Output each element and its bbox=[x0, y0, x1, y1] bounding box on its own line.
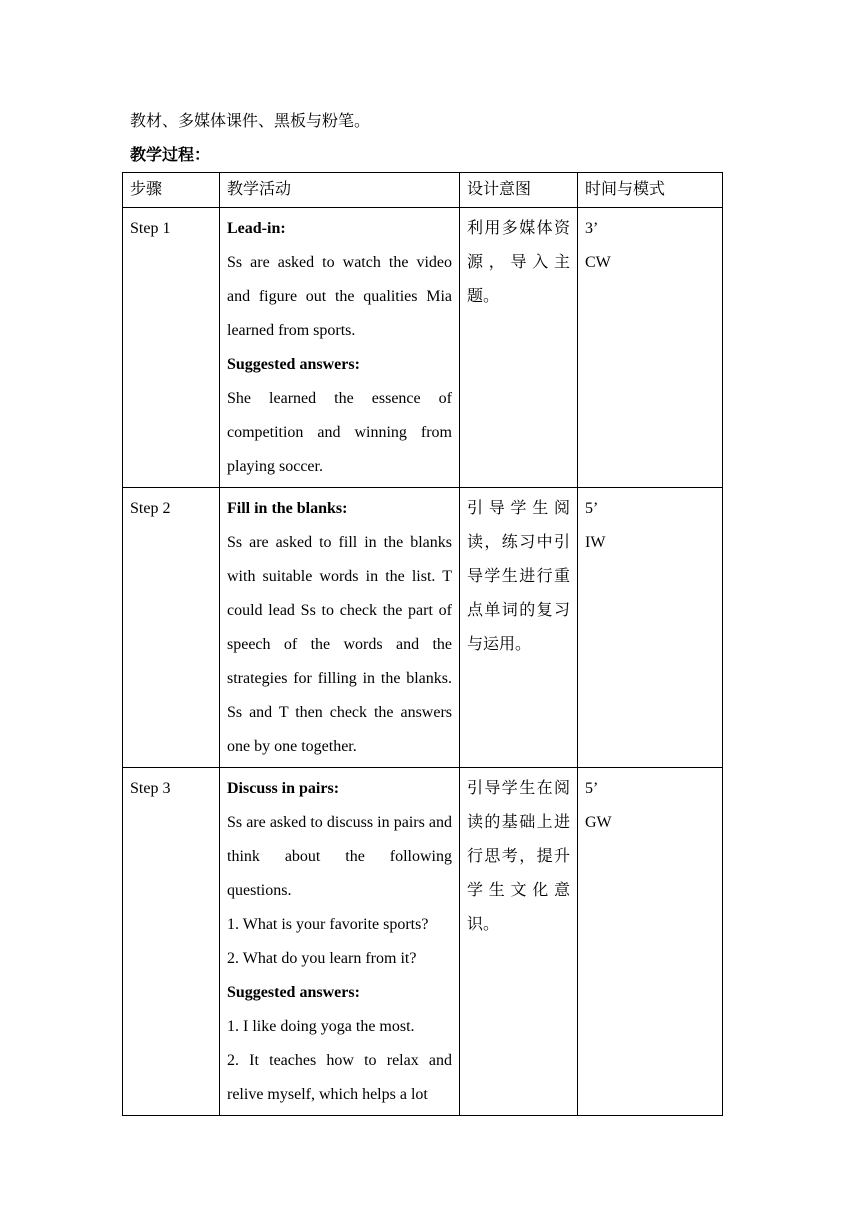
teaching-process-table bbox=[122, 172, 723, 1116]
activity-cell bbox=[220, 768, 460, 1116]
mode-value: IW bbox=[585, 534, 606, 551]
intention-text: 利用多媒体资源，导入主题。 bbox=[467, 220, 570, 305]
header-step: 步骤 bbox=[123, 173, 220, 208]
step-cell: Step 3 bbox=[123, 768, 220, 1116]
activity-cell bbox=[220, 488, 460, 768]
table-header-row bbox=[123, 173, 723, 208]
table-row bbox=[123, 488, 723, 768]
answer-item: 1. I like doing yoga the most. bbox=[227, 1018, 415, 1035]
suggested-answers-title: Suggested answers: bbox=[227, 984, 360, 1001]
answer-item: 2. It teaches how to relax and relive myself, which helps a lot bbox=[227, 1052, 452, 1103]
time-mode-cell bbox=[578, 208, 723, 488]
question-item: 2. What do you learn from it? bbox=[227, 950, 417, 967]
intention-cell bbox=[460, 208, 578, 488]
header-time-mode: 时间与模式 bbox=[578, 173, 723, 208]
time-value: 5’ bbox=[585, 780, 599, 797]
time-mode-cell bbox=[578, 768, 723, 1116]
time-value: 3’ bbox=[585, 220, 599, 237]
intention-cell bbox=[460, 488, 578, 768]
activity-cell bbox=[220, 208, 460, 488]
header-activity: 教学活动 bbox=[220, 173, 460, 208]
activity-title: Lead-in: bbox=[227, 220, 286, 237]
step-cell: Step 1 bbox=[123, 208, 220, 488]
header-intention: 设计意图 bbox=[460, 173, 578, 208]
time-value: 5’ bbox=[585, 500, 599, 517]
table-row bbox=[123, 768, 723, 1116]
materials-line: 教材、多媒体课件、黑板与粉笔。 bbox=[130, 113, 371, 130]
question-item: 1. What is your favorite sports? bbox=[227, 916, 429, 933]
time-mode-cell bbox=[578, 488, 723, 768]
step-cell: Step 2 bbox=[123, 488, 220, 768]
intention-text: 引导学生在阅读的基础上进行思考，提升学生文化意识。 bbox=[467, 780, 570, 933]
suggested-answers-title: Suggested answers: bbox=[227, 356, 360, 373]
process-heading: 教学过程： bbox=[130, 147, 211, 164]
activity-title: Discuss in pairs: bbox=[227, 780, 340, 797]
mode-value: CW bbox=[585, 254, 611, 271]
activity-text: Ss are asked to fill in the blanks with suitable words in the list. T could lead Ss to check the part of speech of the words and the strategies for filling in the blanks. Ss and T then check the answers one by one together. bbox=[227, 534, 452, 755]
mode-value: GW bbox=[585, 814, 612, 831]
activity-text: Ss are asked to watch the video and figure out the qualities Mia learned from sports. bbox=[227, 254, 452, 339]
intention-cell bbox=[460, 768, 578, 1116]
table-row bbox=[123, 208, 723, 488]
intention-text: 引导学生阅读，练习中引导学生进行重点单词的复习与运用。 bbox=[467, 500, 570, 653]
activity-title: Fill in the blanks: bbox=[227, 500, 348, 517]
activity-text: Ss are asked to discuss in pairs and think about the following questions. bbox=[227, 814, 452, 899]
suggested-answer-text: She learned the essence of competition and winning from playing soccer. bbox=[227, 390, 452, 475]
